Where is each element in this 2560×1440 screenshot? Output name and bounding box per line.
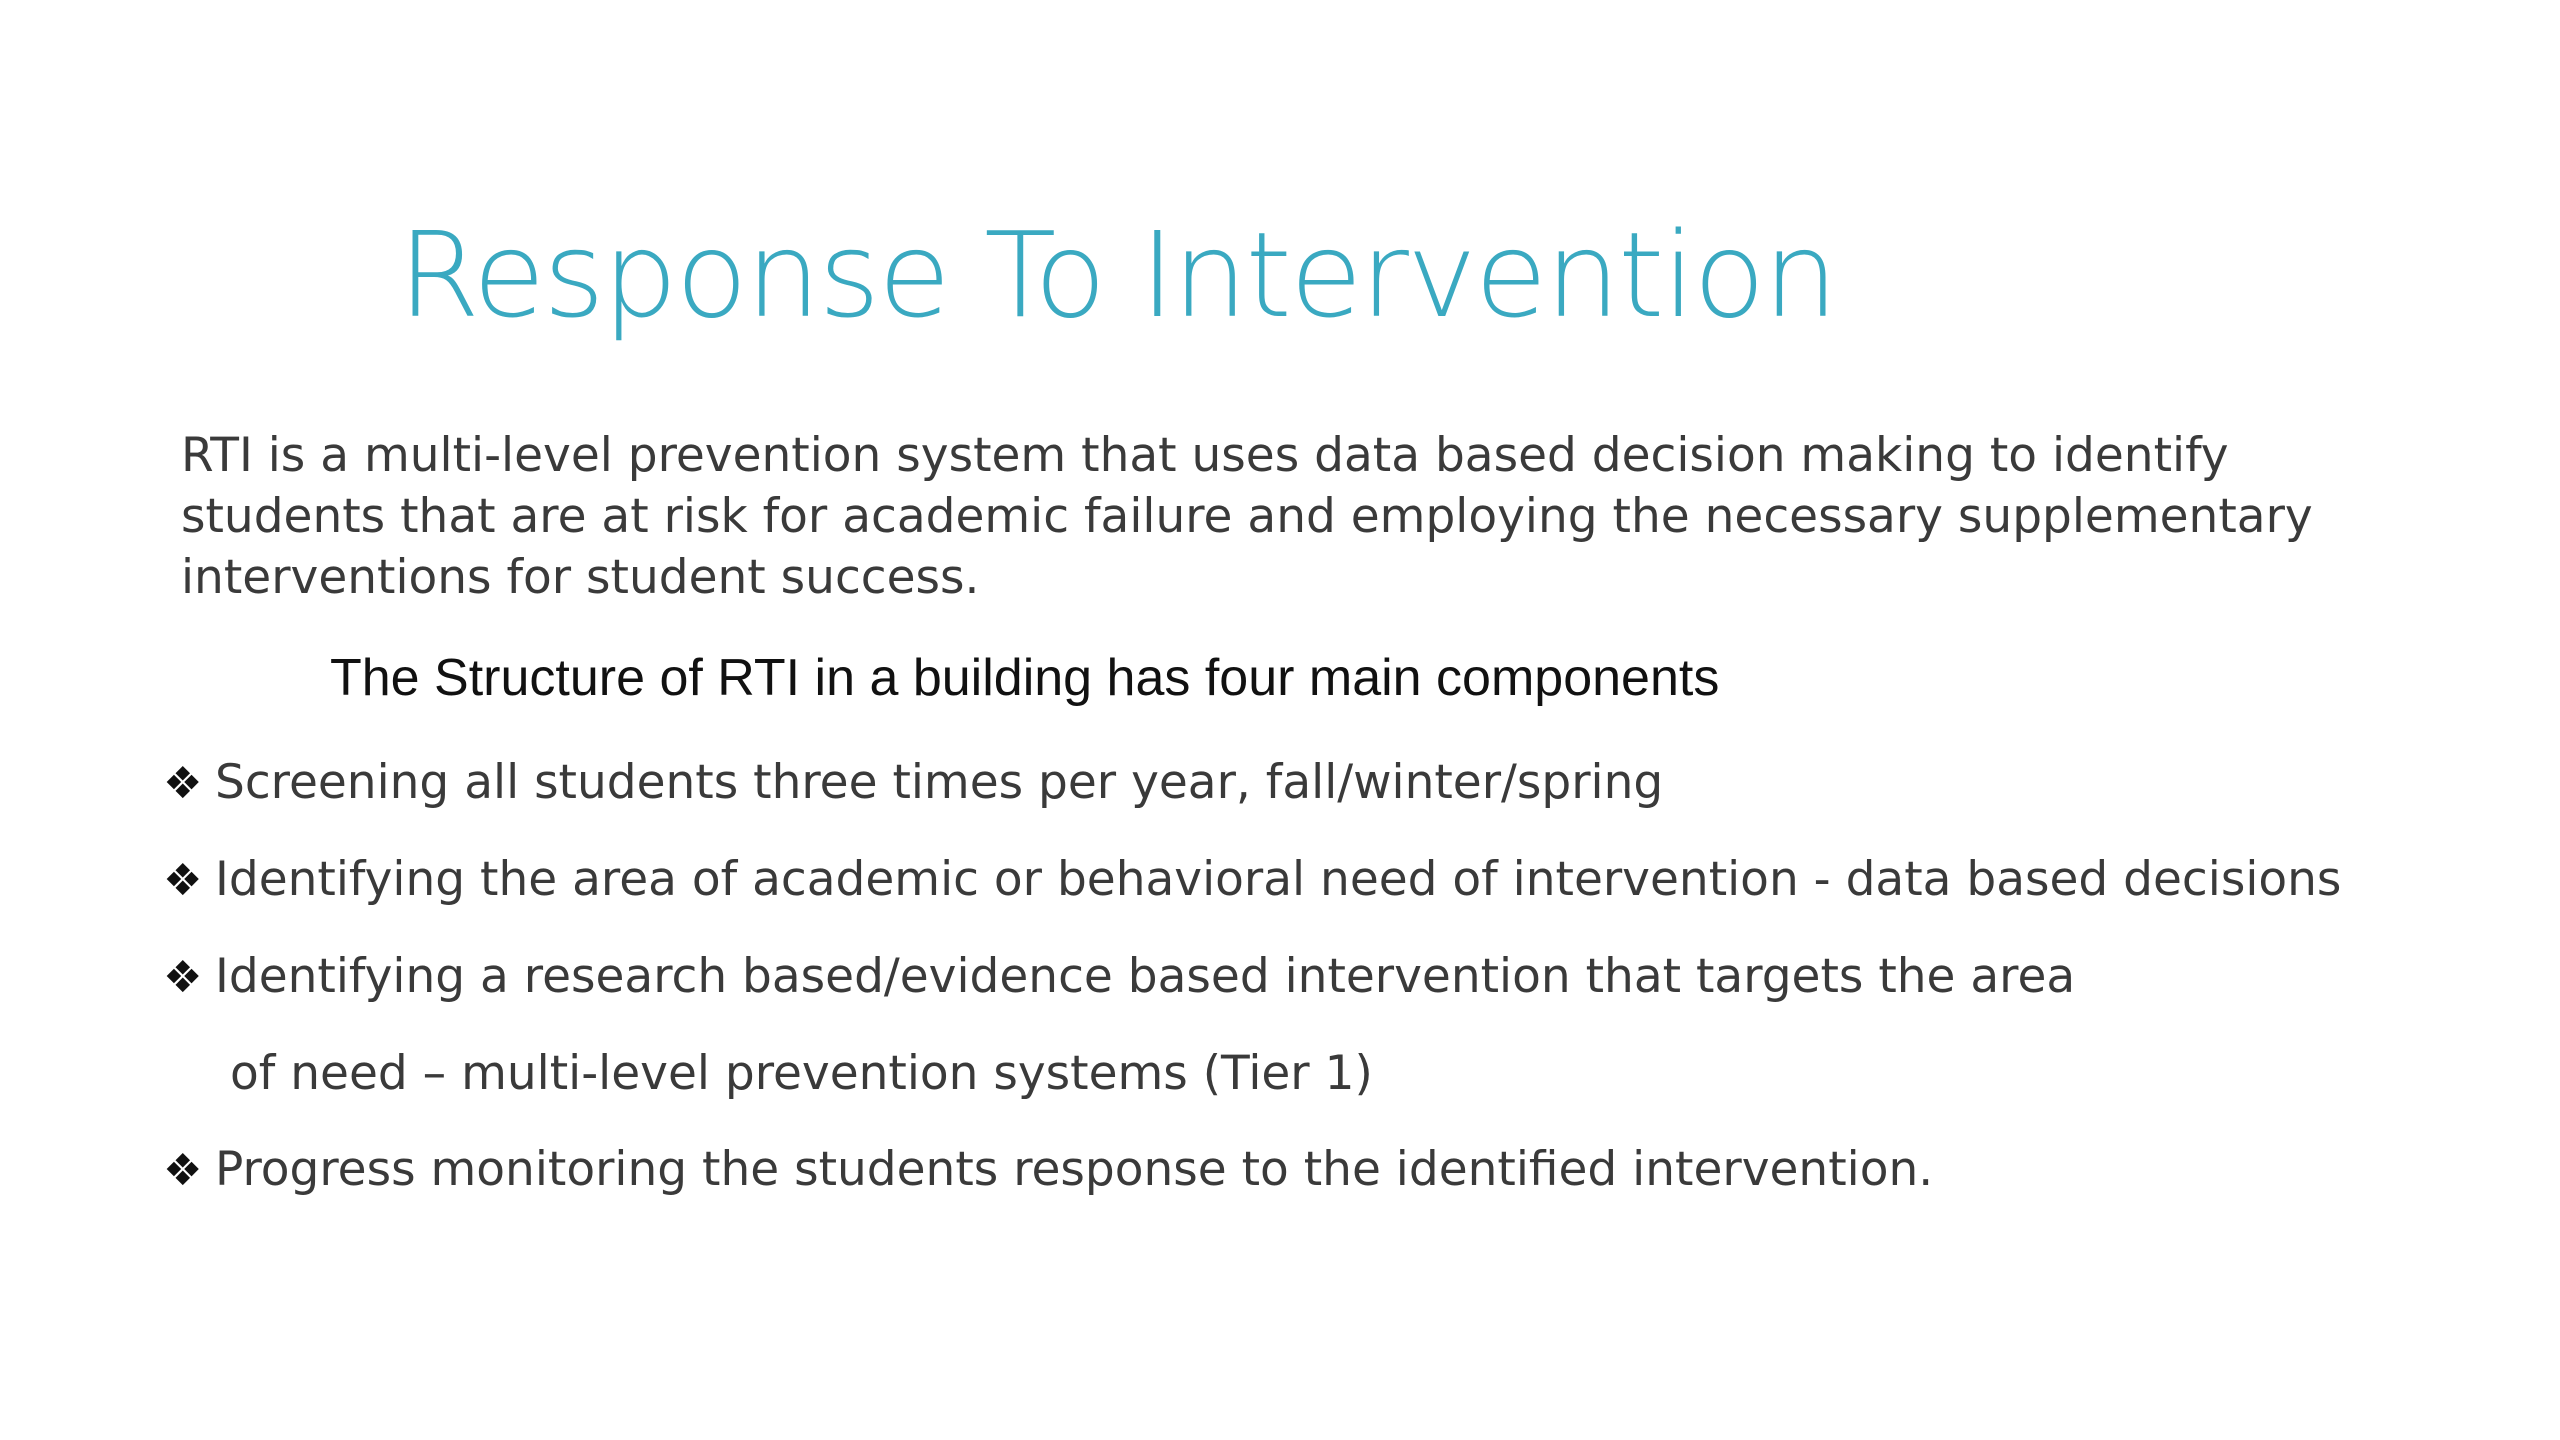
list-item [163,929,2493,1026]
diamond-bullet-icon: ❖ [163,1145,203,1196]
components-subheading: The Structure of RTI in a building has four main components [330,649,1720,707]
diamond-bullet-icon: ❖ [163,758,203,809]
intro-paragraph: RTI is a multi-level prevention system that uses data based decision making to identify students that are at risk for academic failure and employing the necessary supplementary interventions for student success. [181,428,2313,605]
list-item [163,832,2493,929]
diamond-bullet-icon: ❖ [163,855,203,906]
slide-title: Response To Intervention [398,206,1837,344]
list-item-text: Progress monitoring the students response to the identified intervention. [215,1142,1934,1197]
components-list [163,735,2493,1219]
list-item [163,1122,2493,1219]
list-item-continuation-text: of need – multi-level prevention systems (Tier 1) [230,1046,1373,1101]
list-item-text: Identifying a research based/evidence based intervention that targets the area [215,949,2076,1004]
list-item-text: Identifying the area of academic or behavioral need of intervention - data based decisions [215,852,2342,907]
diamond-bullet-icon: ❖ [163,952,203,1003]
list-item [163,735,2493,832]
list-item-text: Screening all students three times per year, fall/winter/spring [215,755,1664,810]
list-item-continuation [163,1026,2493,1122]
